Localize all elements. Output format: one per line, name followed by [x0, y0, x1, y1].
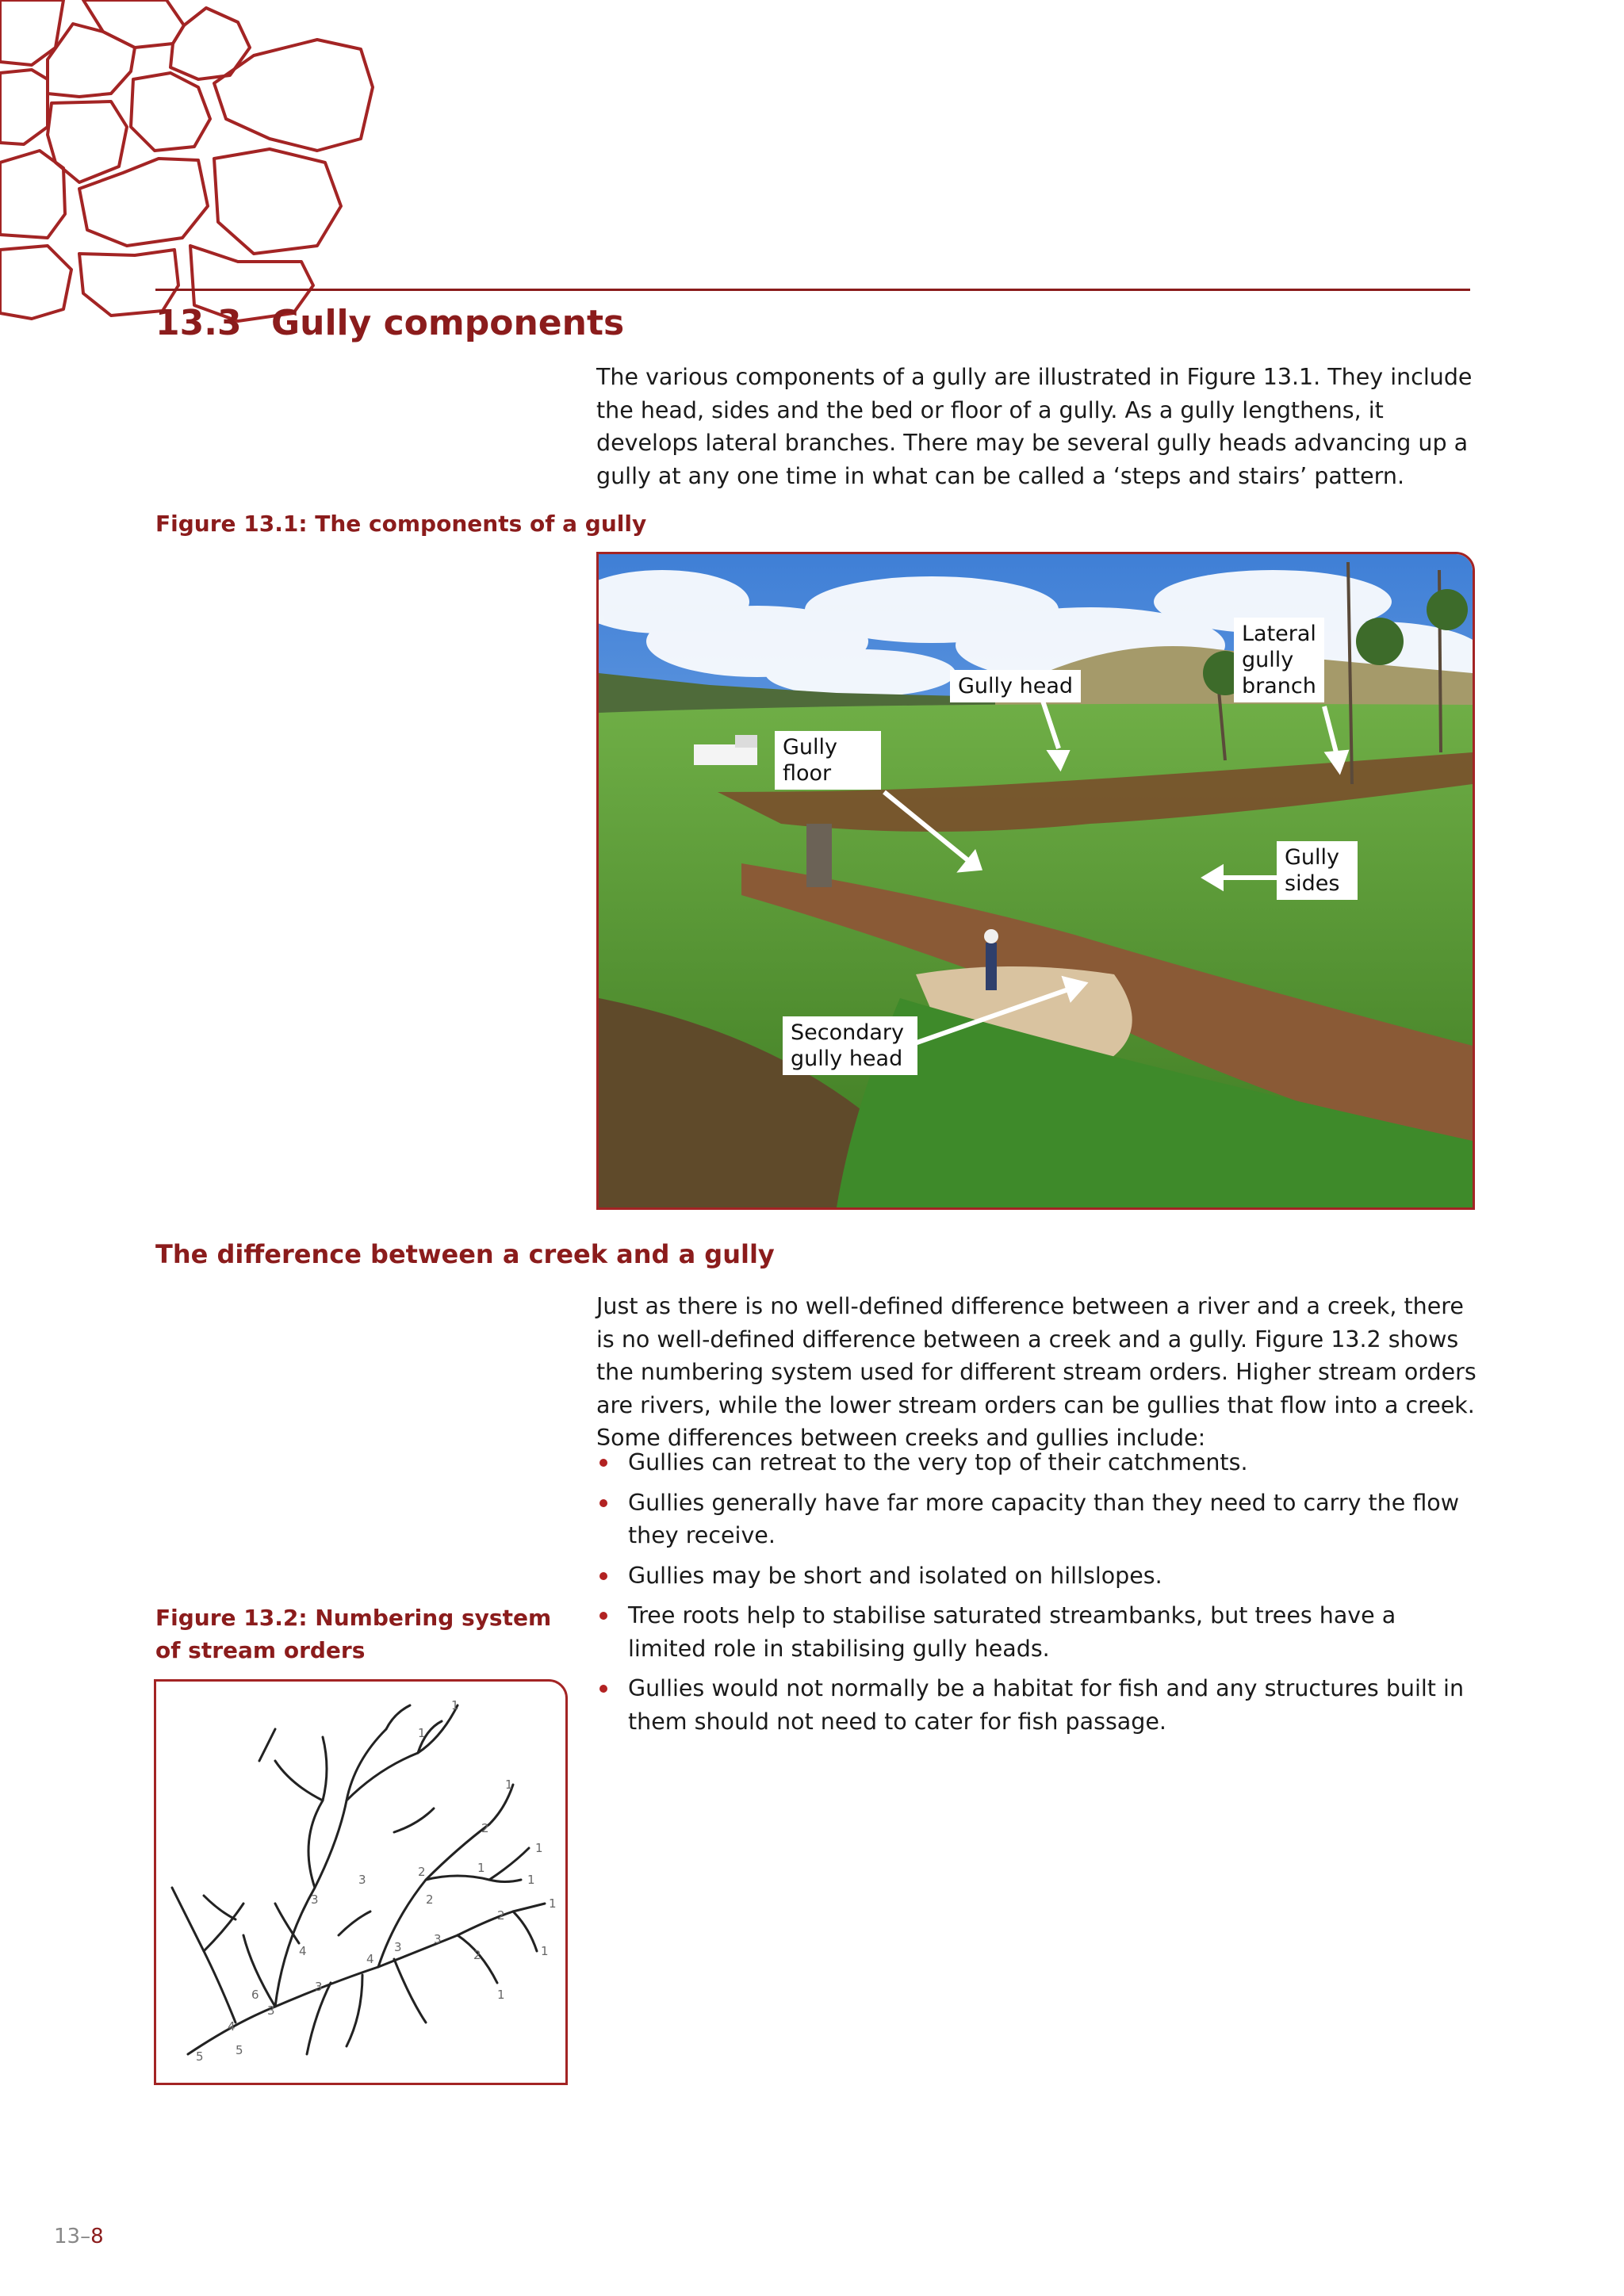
order-label: 3 — [358, 1873, 366, 1887]
order-label: 1 — [527, 1873, 535, 1887]
gully-photo — [596, 552, 1475, 1210]
bullet-icon — [599, 1572, 607, 1580]
list-item — [596, 1487, 1477, 1552]
label-lateral-line3: branch — [1242, 674, 1316, 698]
creek-gully-subheading: The difference between a creek and a gully — [155, 1239, 775, 1269]
figure-2-caption: Figure 13.2: Numbering system of stream orders — [155, 1605, 552, 1663]
list-item — [596, 1446, 1477, 1479]
list-item-text: Gullies may be short and isolated on hillslopes. — [628, 1562, 1162, 1589]
order-label: 3 — [434, 1932, 442, 1946]
order-label: 2 — [497, 1908, 505, 1923]
order-label: 1 — [549, 1896, 557, 1911]
label-gully-floor — [775, 731, 881, 790]
creek-paragraph: Just as there is no well-defined difference between a river and a creek, there is no well-defined difference between a creek and a gully. Figure 13.2 shows the numbering system used for different stream orders. Higher stream orders are rivers, while the lower stream orders can be gullies that flow into a creek. Some differences between creeks and gullies include: — [596, 1293, 1477, 1451]
label-lateral-line1: Lateral — [1242, 622, 1316, 646]
bullet-icon — [599, 1499, 607, 1507]
label-sides-line2: sides — [1285, 871, 1340, 896]
label-secondary-line2: gully head — [791, 1047, 903, 1071]
list-item-text: Gullies generally have far more capacity than they need to carry the flow they receive. — [628, 1489, 1460, 1548]
stone-wall-graphic — [0, 0, 381, 325]
order-label: 2 — [481, 1821, 489, 1835]
label-secondary-gully-head — [783, 1016, 917, 1075]
page-number — [54, 2225, 104, 2248]
order-label: 2 — [473, 1948, 481, 1962]
chapter-prefix: 13– — [54, 2225, 91, 2248]
label-secondary-line1: Secondary — [791, 1020, 904, 1045]
order-label: 1 — [451, 1698, 459, 1712]
bullet-icon — [599, 1685, 607, 1693]
label-gully-head-text: Gully head — [958, 674, 1074, 698]
section-heading — [155, 303, 624, 343]
order-label: 3 — [394, 1940, 402, 1954]
order-label: 1 — [535, 1841, 543, 1855]
order-label: 5 — [196, 2049, 204, 2064]
section-number: 13.3 — [155, 303, 242, 343]
label-lateral-gully-branch — [1234, 618, 1324, 702]
list-item — [596, 1672, 1477, 1738]
list-item-text: Gullies would not normally be a habitat for fish and any structures built in them should not need to cater for fish passage. — [628, 1675, 1465, 1735]
stream-network — [156, 1682, 565, 2083]
label-sides-line1: Gully — [1285, 845, 1340, 870]
order-label: 1 — [505, 1777, 513, 1792]
figure-1-caption: Figure 13.1: The components of a gully — [155, 511, 647, 537]
order-label: 2 — [418, 1865, 426, 1879]
label-lateral-line2: gully — [1242, 648, 1294, 672]
order-label: 4 — [299, 1944, 307, 1958]
order-label: 1 — [477, 1861, 485, 1875]
order-label: 1 — [418, 1726, 426, 1740]
list-item — [596, 1559, 1477, 1593]
label-gully-head — [950, 670, 1081, 702]
order-label: 1 — [541, 1944, 549, 1958]
order-label: 1 — [497, 1988, 505, 2002]
differences-list — [596, 1446, 1477, 1745]
page-digit: 8 — [90, 2225, 104, 2248]
stream-order-diagram — [154, 1679, 568, 2085]
intro-paragraph: The various components of a gully are illustrated in Figure 13.1. They include the head, sides and the bed or floor of a gully. As a gully lengthens, it develops lateral branches. There may be several gully heads advancing up a gully at any one time in what can be called a ‘steps and stairs’ pattern. — [596, 364, 1473, 489]
order-label: 6 — [251, 1988, 259, 2002]
section-rule — [155, 289, 1470, 291]
label-floor-line2: floor — [783, 761, 832, 786]
label-floor-line1: Gully — [783, 735, 838, 760]
order-label: 3 — [315, 1980, 323, 1994]
order-label: 5 — [236, 2043, 243, 2057]
order-label: 4 — [366, 1952, 374, 1966]
list-item — [596, 1599, 1477, 1665]
order-label: 2 — [426, 1892, 434, 1907]
bullet-icon — [599, 1612, 607, 1620]
list-item-text: Tree roots help to stabilise saturated streambanks, but trees have a limited role in stabilising gully heads. — [628, 1602, 1396, 1662]
bullet-icon — [599, 1459, 607, 1467]
order-label: 4 — [228, 2019, 236, 2034]
order-label: 3 — [311, 1892, 319, 1907]
label-gully-sides — [1277, 841, 1358, 900]
section-title: Gully components — [271, 303, 625, 343]
list-item-text: Gullies can retreat to the very top of their catchments. — [628, 1449, 1248, 1475]
order-label: 3 — [267, 2003, 275, 2018]
